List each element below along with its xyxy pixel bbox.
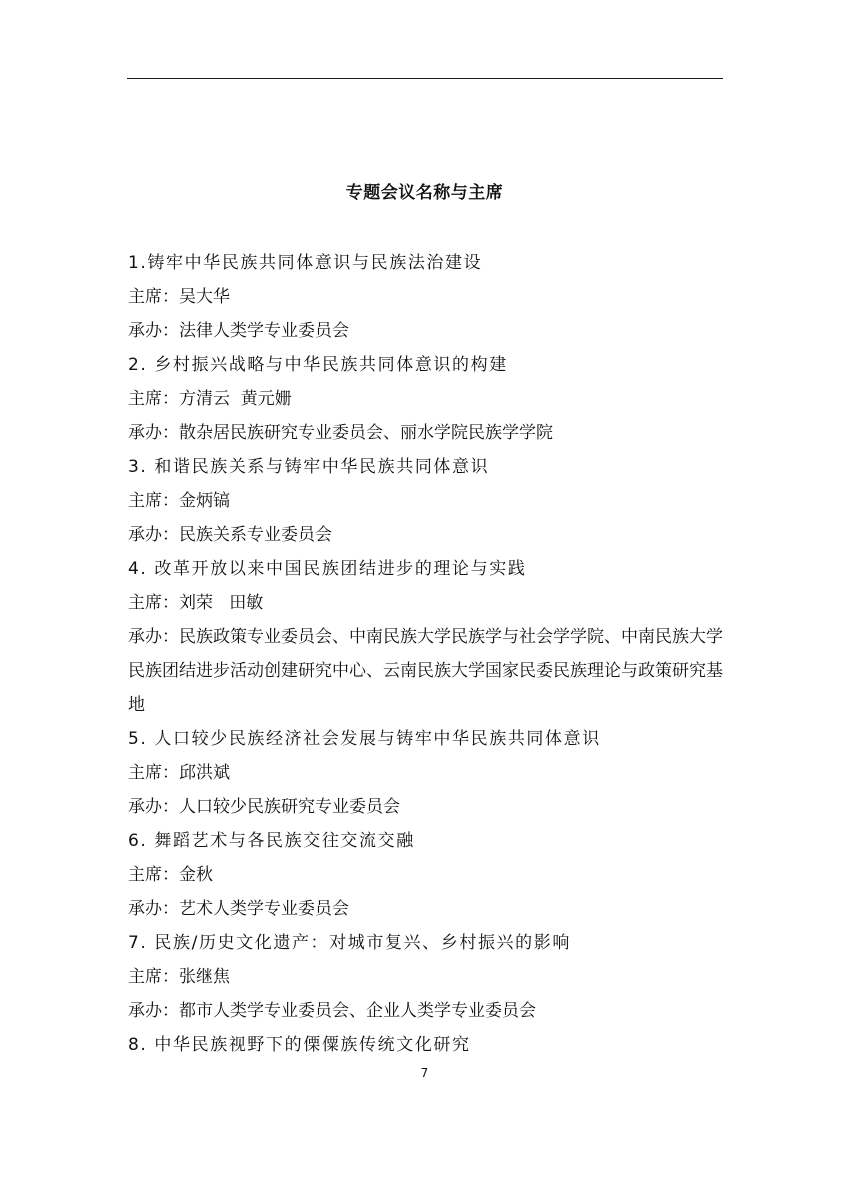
session-topic: 8. 中华民族视野下的傈僳族传统文化研究 — [128, 1035, 471, 1055]
session-chair: 主席：金秋 — [128, 865, 213, 885]
session-topic: 7. 民族/历史文化遗产：对城市复兴、乡村振兴的影响 — [128, 933, 571, 953]
session-chair: 主席：金炳镐 — [128, 491, 230, 511]
session-chair: 主席：方清云 黄元姗 — [128, 389, 292, 409]
session-host: 承办：法律人类学专业委员会 — [128, 321, 349, 341]
session-chair: 主席：张继焦 — [128, 967, 230, 987]
header-rule — [127, 78, 723, 79]
session-topic: 1.铸牢中华民族共同体意识与民族法治建设 — [128, 253, 483, 273]
session-topic: 4. 改革开放以来中国民族团结进步的理论与实践 — [128, 559, 527, 579]
session-chair: 主席：吴大华 — [128, 287, 230, 307]
session-topic: 2. 乡村振兴战略与中华民族共同体意识的构建 — [128, 355, 508, 375]
page-number: 7 — [420, 1066, 429, 1080]
session-topic: 5. 人口较少民族经济社会发展与铸牢中华民族共同体意识 — [128, 729, 601, 749]
session-chair: 主席：邱洪斌 — [128, 763, 230, 783]
session-list — [128, 246, 724, 1062]
session-topic: 6. 舞蹈艺术与各民族交往交流交融 — [128, 831, 415, 851]
session-host: 承办：民族关系专业委员会 — [128, 525, 332, 545]
session-host: 承办：艺术人类学专业委员会 — [128, 899, 349, 919]
session-host: 承办：民族政策专业委员会、中南民族大学民族学与社会学学院、中南民族大学民族团结进步活动创建研究中心、云南民族大学国家民委民族理论与政策研究基地 — [128, 627, 723, 715]
document-title: 专题会议名称与主席 — [345, 183, 504, 203]
session-host: 承办：都市人类学专业委员会、企业人类学专业委员会 — [128, 1001, 536, 1021]
session-host: 承办：散杂居民族研究专业委员会、丽水学院民族学学院 — [128, 423, 553, 443]
session-chair: 主席：刘荣 田敏 — [128, 593, 264, 613]
session-topic: 3. 和谐民族关系与铸牢中华民族共同体意识 — [128, 457, 490, 477]
session-host: 承办：人口较少民族研究专业委员会 — [128, 797, 400, 817]
